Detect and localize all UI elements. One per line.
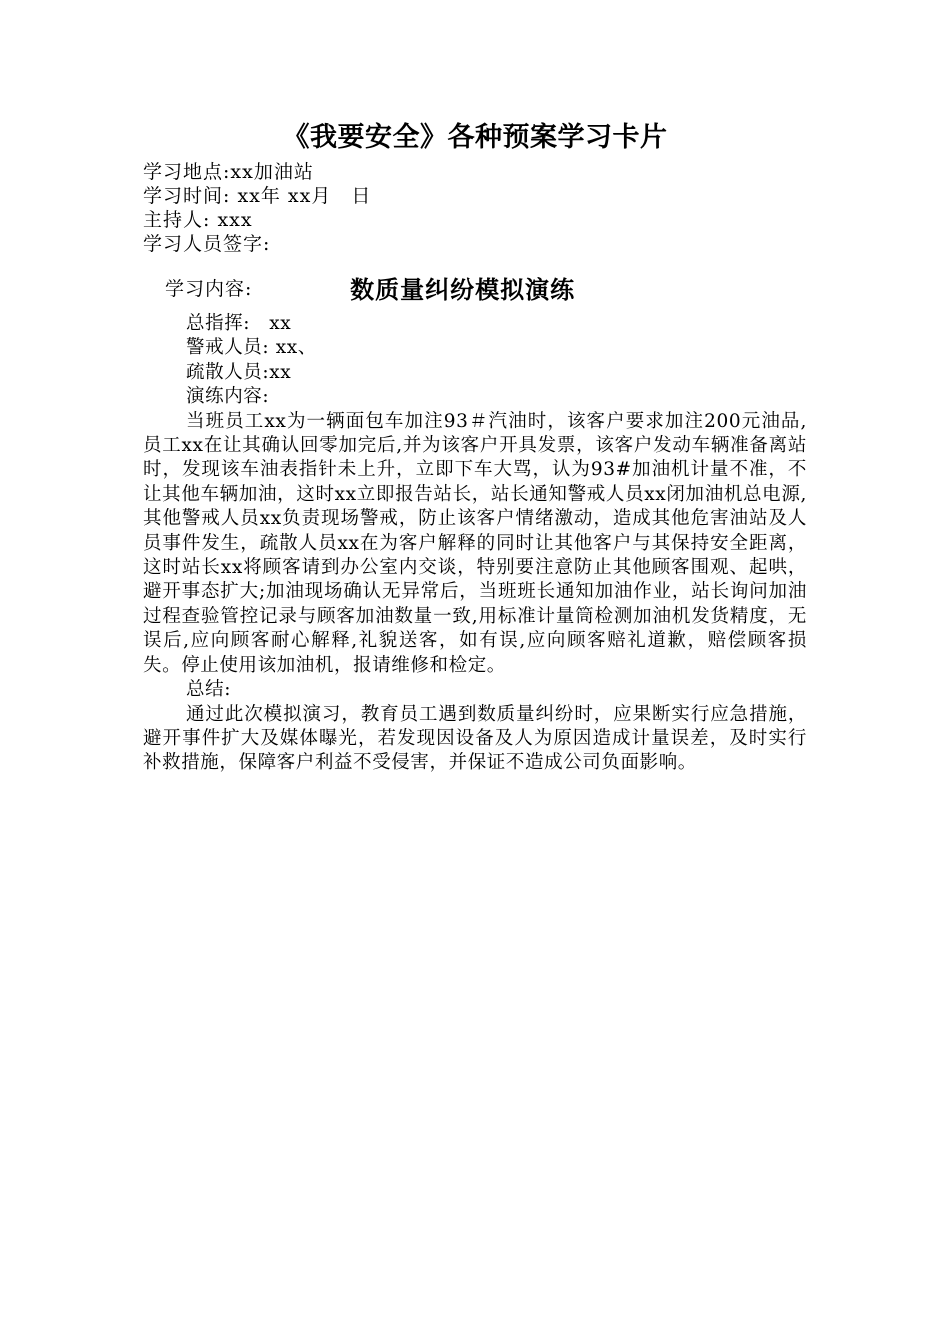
study-info: [143, 160, 371, 256]
study-attendees: 学习人员签字:: [143, 233, 271, 255]
drill-summary-label: 总结:: [186, 679, 232, 701]
study-content-heading: [165, 270, 575, 305]
drill-content-paragraph: 当班员工xx为一辆面包车加注93＃汽油时，该客户要求加注200元油品,员工xx在让其确认回零加完后,并为该客户开具发票，该客户发动车辆准备离站时，发现该车油表指针未上升，立即下车大骂，认为93#加油机计量不准，不让其他车辆加油，这时xx立即报告站长，站长通知警戒人员xx闭加油机总电源,其他警戒人员xx负责现场警戒，防止该客户情绪激动，造成其他危害油站及人员事件发生，疏散人员xx在为客户解释的同时让其他客户与其保持安全距离，这时站长xx将顾客请到办公室内交谈，特别要注意防止其他顾客围观、起哄，避开事态扩大;加油现场确认无异常后，当班班长通知加油作业，站长询问加油过程查验管控记录与顾客加油数量一致,用标准计量筒检测加油机发货精度，无误后,应向顾客耐心解释,礼貌送客，如有误,应向顾客赔礼道歉，赔偿顾客损失。停止使用该加油机，报请维修和检定。: [143, 410, 807, 676]
drill-guards: 警戒人员: xx、: [186, 337, 317, 359]
study-host: 主持人: xxx: [143, 209, 253, 231]
drill-evacuation: 疏散人员:xx: [186, 361, 292, 383]
drill-section: [143, 312, 807, 776]
study-content-label: 学习内容:: [165, 278, 253, 300]
study-location: 学习地点:xx加油站: [143, 161, 314, 183]
drill-content-label: 演练内容:: [186, 386, 270, 408]
drill-summary-paragraph: 通过此次模拟演习，教育员工遇到数质量纠纷时，应果断实行应急措施，避开事件扩大及媒体曝光，若发现因设备及人为原因造成计量误差，及时实行补救措施，保障客户利益不受侵害，并保证不造成公司负面影响。: [143, 703, 807, 774]
study-time: 学习时间: xx年 xx月 日: [143, 185, 372, 207]
study-content-topic: 数质量纠纷模拟演练: [350, 276, 576, 304]
drill-commander: 总指挥: xx: [186, 313, 292, 334]
document-title: 《我要安全》各种预案学习卡片: [282, 122, 668, 153]
